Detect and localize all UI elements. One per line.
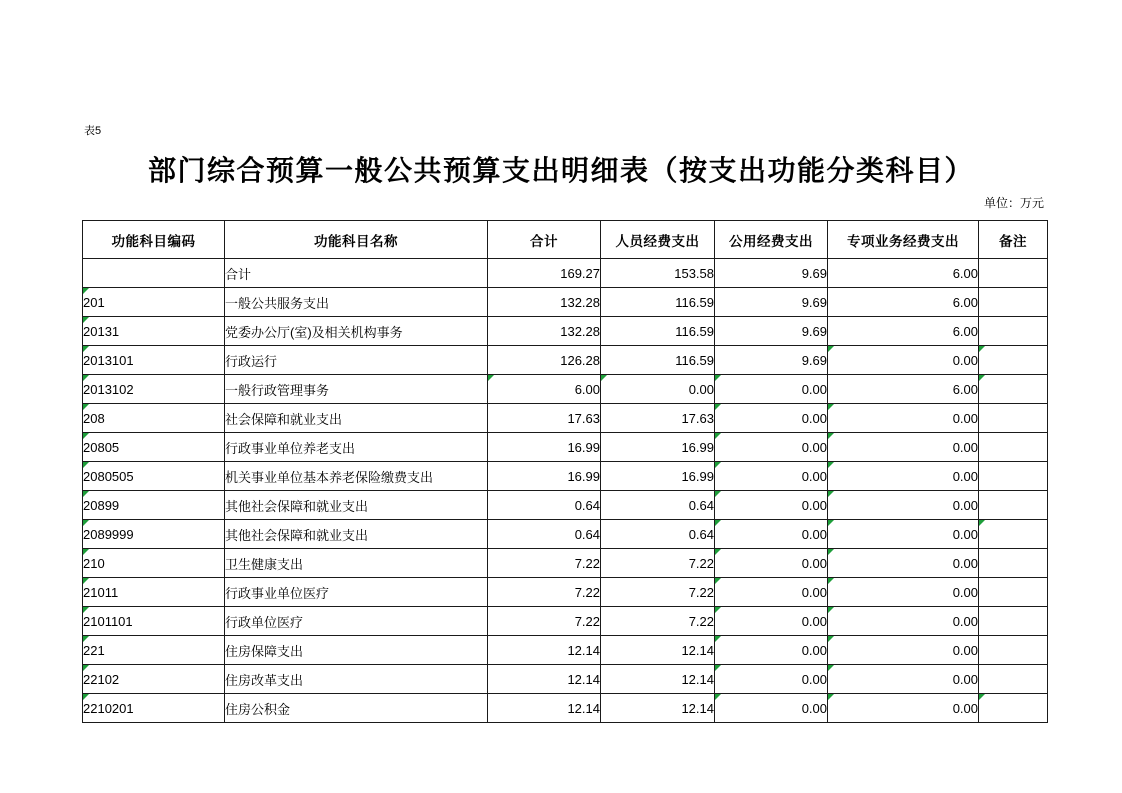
table-row: [83, 462, 1048, 491]
cell-name: 一般公共服务支出: [225, 288, 488, 317]
cell-public: 0.00: [715, 578, 828, 607]
cell-remark: [979, 607, 1048, 636]
cell-code: 201: [83, 288, 225, 317]
cell-total: 0.64: [488, 520, 601, 549]
budget-expenditure-table: [82, 220, 1048, 723]
cell-personnel: 17.63: [601, 404, 715, 433]
cell-remark: [979, 433, 1048, 462]
cell-total: 16.99: [488, 462, 601, 491]
header-special: 专项业务经费支出: [828, 221, 979, 259]
cell-total: 16.99: [488, 433, 601, 462]
cell-total: 132.28: [488, 288, 601, 317]
cell-special: 0.00: [828, 549, 979, 578]
cell-name: 合计: [225, 259, 488, 288]
cell-remark: [979, 578, 1048, 607]
cell-special: 0.00: [828, 491, 979, 520]
cell-name: 行政事业单位医疗: [225, 578, 488, 607]
cell-name: 卫生健康支出: [225, 549, 488, 578]
cell-name: 机关事业单位基本养老保险缴费支出: [225, 462, 488, 491]
cell-code: 21011: [83, 578, 225, 607]
cell-name: 其他社会保障和就业支出: [225, 520, 488, 549]
cell-special: 0.00: [828, 433, 979, 462]
cell-public: 0.00: [715, 636, 828, 665]
cell-code: 2101101: [83, 607, 225, 636]
cell-personnel: 7.22: [601, 578, 715, 607]
cell-personnel: 153.58: [601, 259, 715, 288]
cell-personnel: 7.22: [601, 607, 715, 636]
cell-special: 6.00: [828, 375, 979, 404]
cell-code: 2089999: [83, 520, 225, 549]
table-row: [83, 578, 1048, 607]
table-row: [83, 375, 1048, 404]
cell-public: 0.00: [715, 549, 828, 578]
cell-special: 0.00: [828, 694, 979, 723]
cell-special: 0.00: [828, 636, 979, 665]
cell-special: 0.00: [828, 520, 979, 549]
cell-public: 0.00: [715, 404, 828, 433]
cell-remark: [979, 404, 1048, 433]
cell-total: 7.22: [488, 549, 601, 578]
cell-public: 9.69: [715, 259, 828, 288]
table-row: [83, 288, 1048, 317]
cell-public: 0.00: [715, 520, 828, 549]
cell-total: 12.14: [488, 694, 601, 723]
cell-personnel: 0.64: [601, 491, 715, 520]
cell-total: 17.63: [488, 404, 601, 433]
table-number-label: 表5: [84, 125, 102, 137]
cell-public: 0.00: [715, 694, 828, 723]
header-total: 合计: [488, 221, 601, 259]
cell-total: 12.14: [488, 636, 601, 665]
cell-personnel: 16.99: [601, 462, 715, 491]
cell-personnel: 116.59: [601, 346, 715, 375]
cell-special: 0.00: [828, 462, 979, 491]
cell-total: 7.22: [488, 578, 601, 607]
cell-public: 9.69: [715, 317, 828, 346]
cell-code: 210: [83, 549, 225, 578]
cell-remark: [979, 259, 1048, 288]
table-row: [83, 346, 1048, 375]
cell-public: 0.00: [715, 491, 828, 520]
table-row: [83, 665, 1048, 694]
cell-remark: [979, 665, 1048, 694]
table-row: [83, 491, 1048, 520]
cell-personnel: 12.14: [601, 665, 715, 694]
cell-remark: [979, 462, 1048, 491]
cell-remark: [979, 549, 1048, 578]
cell-public: 0.00: [715, 433, 828, 462]
cell-code: 22102: [83, 665, 225, 694]
cell-personnel: 7.22: [601, 549, 715, 578]
table-row: [83, 607, 1048, 636]
cell-name: 住房保障支出: [225, 636, 488, 665]
cell-name: 行政运行: [225, 346, 488, 375]
header-name: 功能科目名称: [225, 221, 488, 259]
cell-personnel: 12.14: [601, 636, 715, 665]
cell-remark: [979, 694, 1048, 723]
cell-code: 221: [83, 636, 225, 665]
header-public: 公用经费支出: [715, 221, 828, 259]
cell-name: 其他社会保障和就业支出: [225, 491, 488, 520]
table-body: [83, 259, 1048, 723]
cell-code: 20131: [83, 317, 225, 346]
cell-name: 住房公积金: [225, 694, 488, 723]
table-row: [83, 549, 1048, 578]
table-row: [83, 317, 1048, 346]
cell-remark: [979, 346, 1048, 375]
cell-special: 0.00: [828, 404, 979, 433]
cell-total: 7.22: [488, 607, 601, 636]
cell-name: 社会保障和就业支出: [225, 404, 488, 433]
cell-personnel: 0.00: [601, 375, 715, 404]
cell-special: 6.00: [828, 288, 979, 317]
cell-personnel: 16.99: [601, 433, 715, 462]
cell-special: 0.00: [828, 665, 979, 694]
cell-total: 132.28: [488, 317, 601, 346]
cell-code: 2210201: [83, 694, 225, 723]
cell-public: 0.00: [715, 375, 828, 404]
cell-special: 0.00: [828, 607, 979, 636]
cell-code: [83, 259, 225, 288]
cell-total: 0.64: [488, 491, 601, 520]
cell-personnel: 116.59: [601, 288, 715, 317]
cell-personnel: 0.64: [601, 520, 715, 549]
cell-code: 2013101: [83, 346, 225, 375]
cell-total: 6.00: [488, 375, 601, 404]
cell-personnel: 12.14: [601, 694, 715, 723]
cell-code: 2080505: [83, 462, 225, 491]
cell-special: 6.00: [828, 259, 979, 288]
cell-total: 169.27: [488, 259, 601, 288]
total-row: [83, 259, 1048, 288]
cell-remark: [979, 636, 1048, 665]
cell-public: 0.00: [715, 665, 828, 694]
cell-personnel: 116.59: [601, 317, 715, 346]
cell-code: 20899: [83, 491, 225, 520]
cell-code: 20805: [83, 433, 225, 462]
cell-total: 12.14: [488, 665, 601, 694]
header-row: [83, 221, 1048, 259]
table-row: [83, 404, 1048, 433]
cell-public: 9.69: [715, 288, 828, 317]
cell-name: 党委办公厅(室)及相关机构事务: [225, 317, 488, 346]
cell-name: 行政单位医疗: [225, 607, 488, 636]
cell-remark: [979, 520, 1048, 549]
cell-code: 2013102: [83, 375, 225, 404]
cell-name: 一般行政管理事务: [225, 375, 488, 404]
table-row: [83, 636, 1048, 665]
cell-name: 住房改革支出: [225, 665, 488, 694]
cell-remark: [979, 317, 1048, 346]
cell-name: 行政事业单位养老支出: [225, 433, 488, 462]
cell-total: 126.28: [488, 346, 601, 375]
page-title: 部门综合预算一般公共预算支出明细表（按支出功能分类科目）: [147, 155, 974, 186]
table-row: [83, 433, 1048, 462]
table-row: [83, 520, 1048, 549]
cell-public: 0.00: [715, 607, 828, 636]
cell-remark: [979, 491, 1048, 520]
cell-special: 0.00: [828, 578, 979, 607]
cell-special: 6.00: [828, 317, 979, 346]
cell-special: 0.00: [828, 346, 979, 375]
cell-code: 208: [83, 404, 225, 433]
cell-public: 0.00: [715, 462, 828, 491]
cell-remark: [979, 375, 1048, 404]
header-remark: 备注: [979, 221, 1048, 259]
cell-remark: [979, 288, 1048, 317]
table-row: [83, 694, 1048, 723]
cell-public: 9.69: [715, 346, 828, 375]
header-personnel: 人员经费支出: [601, 221, 715, 259]
unit-label: 单位：万元: [983, 196, 1044, 210]
header-code: 功能科目编码: [83, 221, 225, 259]
